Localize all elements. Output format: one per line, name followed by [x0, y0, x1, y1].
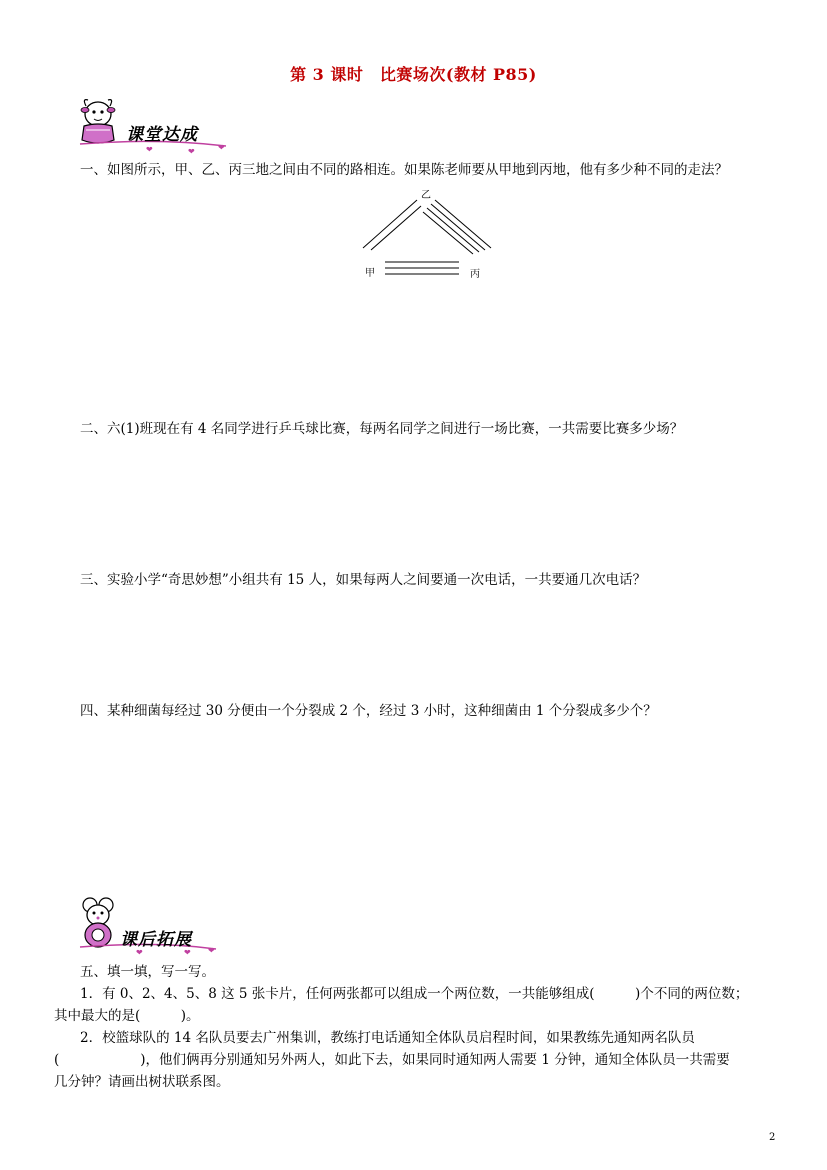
page-number: 2 [769, 1132, 776, 1143]
svg-text:❤: ❤ [208, 946, 215, 955]
question-5-2-line-1: 2．校篮球队的 14 名队员要去广州集训，教练打电话通知全体队员启程时间，如果教练先通知两名队员 [80, 1030, 695, 1046]
section-banner-label: 课后拓展 [120, 930, 192, 950]
svg-text:❤: ❤ [188, 147, 195, 156]
question-4: 四、某种细菌每经过 30 分便由一个分裂成 2 个，经过 3 小时，这种细菌由 1 个分裂成多少个？ [80, 703, 657, 719]
section-banner-class [76, 96, 246, 156]
svg-text:❤: ❤ [136, 948, 143, 957]
svg-text:❤: ❤ [184, 948, 191, 957]
question-5-2-line-2: ( )，他们俩再分别通知另外两人，如此下去，如果同时通知两人需要 1 分钟，通知全体队员一共需要 [54, 1052, 730, 1068]
svg-text:❤: ❤ [218, 143, 225, 152]
question-2: 二、六(1)班现在有 4 名同学进行乒乓球比赛，每两名同学之间进行一场比赛，一共需要比赛多少场？ [80, 421, 684, 437]
label-yi: 乙 [421, 190, 431, 201]
question-5-1-line-2: 其中最大的是( )。 [54, 1008, 200, 1024]
svg-text:❤: ❤ [146, 145, 153, 154]
section-banner-label: 课堂达成 [126, 125, 198, 145]
label-jia: 甲 [365, 268, 375, 279]
question-5-1-line-1: 1．有 0、2、4、5、8 这 5 张卡片，任何两张都可以组成一个两位数，一共能够组成( )个不同的两位数； [80, 986, 749, 1002]
route-diagram [355, 186, 500, 281]
question-3: 三、实验小学“奇思妙想”小组共有 15 人，如果每两人之间要通一次电话，一共要通几次电话？ [80, 572, 647, 588]
question-5-heading: 五、填一填，写一写。 [80, 964, 215, 980]
page-title: 第 3 课时 比赛场次(教材 P85) [290, 65, 537, 84]
label-bing: 丙 [470, 269, 480, 280]
question-1: 一、如图所示，甲、乙、丙三地之间由不同的路相连。如果陈老师要从甲地到丙地，他有多少种不同的走法？ [80, 162, 728, 178]
section-banner-after-class [76, 895, 246, 955]
question-5-2-line-3: 几分钟？请画出树状联系图。 [54, 1074, 230, 1090]
